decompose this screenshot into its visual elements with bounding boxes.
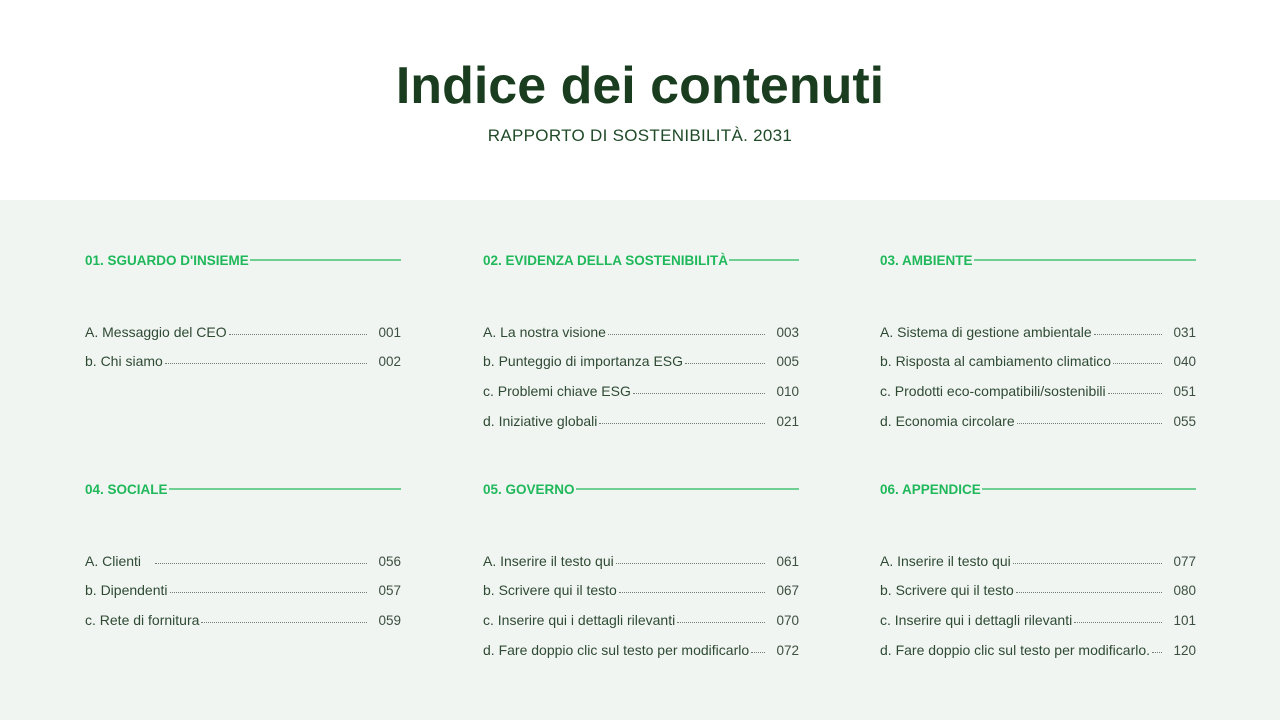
section-header [880,479,1196,499]
dot-leader [685,362,765,364]
entry-label: A. Sistema di gestione ambientale [880,323,1092,340]
toc-entry[interactable] [483,310,799,340]
entry-label: b. Chi siamo [85,353,163,370]
entry-page: 077 [1173,553,1196,569]
entry-label: c. Problemi chiave ESG [483,383,631,400]
entry-page: 001 [378,324,401,340]
entry-label: b. Scrivere qui il testo [483,582,617,599]
dot-leader [616,562,765,564]
entry-label: d. Fare doppio clic sul testo per modificarlo. [880,641,1151,658]
page-subtitle: RAPPORTO DI SOSTENIBILITÀ. 2031 [487,126,793,145]
toc-section-appendix [880,479,1196,658]
entry-label: c. Prodotti eco-compatibili/sostenibili [880,383,1106,400]
toc-section-social [85,479,401,628]
dot-leader [1016,591,1162,593]
entry-label: A. Messaggio del CEO [85,323,227,340]
entry-label: A. Inserire il testo qui [880,552,1011,569]
section-title: 02. EVIDENZA DELLA SOSTENIBILITÀ [483,252,729,268]
section-divider [169,488,401,490]
section-title: 05. GOVERNO [483,481,575,497]
toc-entry[interactable] [880,310,1196,340]
dot-leader [1074,621,1162,623]
dot-leader [229,333,367,335]
entry-page: 055 [1173,413,1196,429]
section-divider [974,259,1196,261]
toc-content [0,200,1280,720]
dot-leader [1017,422,1162,424]
entry-page: 072 [776,642,799,658]
toc-entry[interactable] [483,628,799,658]
entry-page: 057 [378,583,401,599]
toc-entry[interactable] [85,340,401,370]
toc-entry[interactable] [880,369,1196,399]
entry-page: 059 [378,613,401,629]
entry-label: c. Rete di fornitura [85,612,200,629]
dot-leader [677,621,765,623]
toc-entry[interactable] [85,569,401,599]
entry-label: c. Inserire qui i dettagli rilevanti [483,612,676,629]
page-title: Indice dei contenuti [395,57,885,115]
toc-entry[interactable] [483,399,799,429]
entry-page: 010 [776,384,799,400]
dot-leader [608,333,765,335]
section-header [880,250,1196,270]
entry-page: 080 [1173,583,1196,599]
toc-entry[interactable] [483,598,799,628]
section-title: 04. SOCIALE [85,481,168,497]
entry-page: 101 [1173,613,1196,629]
toc-entry[interactable] [880,598,1196,628]
entry-page: 005 [776,354,799,370]
entry-label: A. Inserire il testo qui [483,552,614,569]
entry-page: 051 [1173,384,1196,400]
toc-entry[interactable] [483,340,799,370]
entry-label: A. Clienti [85,552,142,569]
entry-page: 120 [1173,642,1196,658]
toc-entry[interactable] [880,628,1196,658]
entry-label: A. La nostra visione [483,323,606,340]
entry-page: 040 [1173,354,1196,370]
toc-entry[interactable] [85,539,401,569]
section-title: 01. SGUARDO D'INSIEME [85,252,249,268]
header [0,0,1280,200]
dot-leader [599,422,765,424]
entry-page: 070 [776,613,799,629]
entry-label: b. Punteggio di importanza ESG [483,353,684,370]
dot-leader [751,651,765,653]
dot-leader [155,562,367,564]
toc-section-environment [880,250,1196,429]
dot-leader [165,362,367,364]
section-title: 06. APPENDICE [880,481,981,497]
dot-leader [201,621,367,623]
toc-entry[interactable] [880,569,1196,599]
dot-leader [619,591,765,593]
entry-page: 031 [1173,324,1196,340]
toc-section-overview [85,250,401,369]
entry-page: 061 [776,553,799,569]
toc-entry[interactable] [880,539,1196,569]
entry-page: 056 [378,553,401,569]
section-header [483,479,799,499]
section-title: 03. AMBIENTE [880,252,973,268]
entry-page: 067 [776,583,799,599]
dot-leader [1152,651,1162,653]
entry-label: b. Dipendenti [85,582,168,599]
toc-section-governance [483,479,799,658]
entry-label: b. Risposta al cambiamento climatico [880,353,1112,370]
toc-entry[interactable] [880,399,1196,429]
entry-label: d. Economia circolare [880,412,1015,429]
toc-entry[interactable] [85,598,401,628]
entry-label: d. Iniziative globali [483,412,598,429]
dot-leader [170,591,367,593]
entry-page: 002 [378,354,401,370]
section-header [85,479,401,499]
toc-entry[interactable] [483,569,799,599]
toc-section-sustainability [483,250,799,429]
toc-entry[interactable] [483,539,799,569]
toc-entry[interactable] [483,369,799,399]
entry-page: 021 [776,413,799,429]
section-header [483,250,799,270]
entry-label: c. Inserire qui i dettagli rilevanti [880,612,1073,629]
entry-label: b. Scrivere qui il testo [880,582,1014,599]
toc-entry[interactable] [85,310,401,340]
entry-label: d. Fare doppio clic sul testo per modificarlo [483,641,750,658]
section-divider [982,488,1196,490]
section-divider [250,259,401,261]
section-divider [576,488,799,490]
toc-entry[interactable] [880,340,1196,370]
dot-leader [1013,562,1162,564]
entry-page: 003 [776,324,799,340]
dot-leader [1113,362,1162,364]
dot-leader [1094,333,1162,335]
section-divider [729,259,799,261]
dot-leader [633,392,765,394]
dot-leader [1108,392,1162,394]
section-header [85,250,401,270]
